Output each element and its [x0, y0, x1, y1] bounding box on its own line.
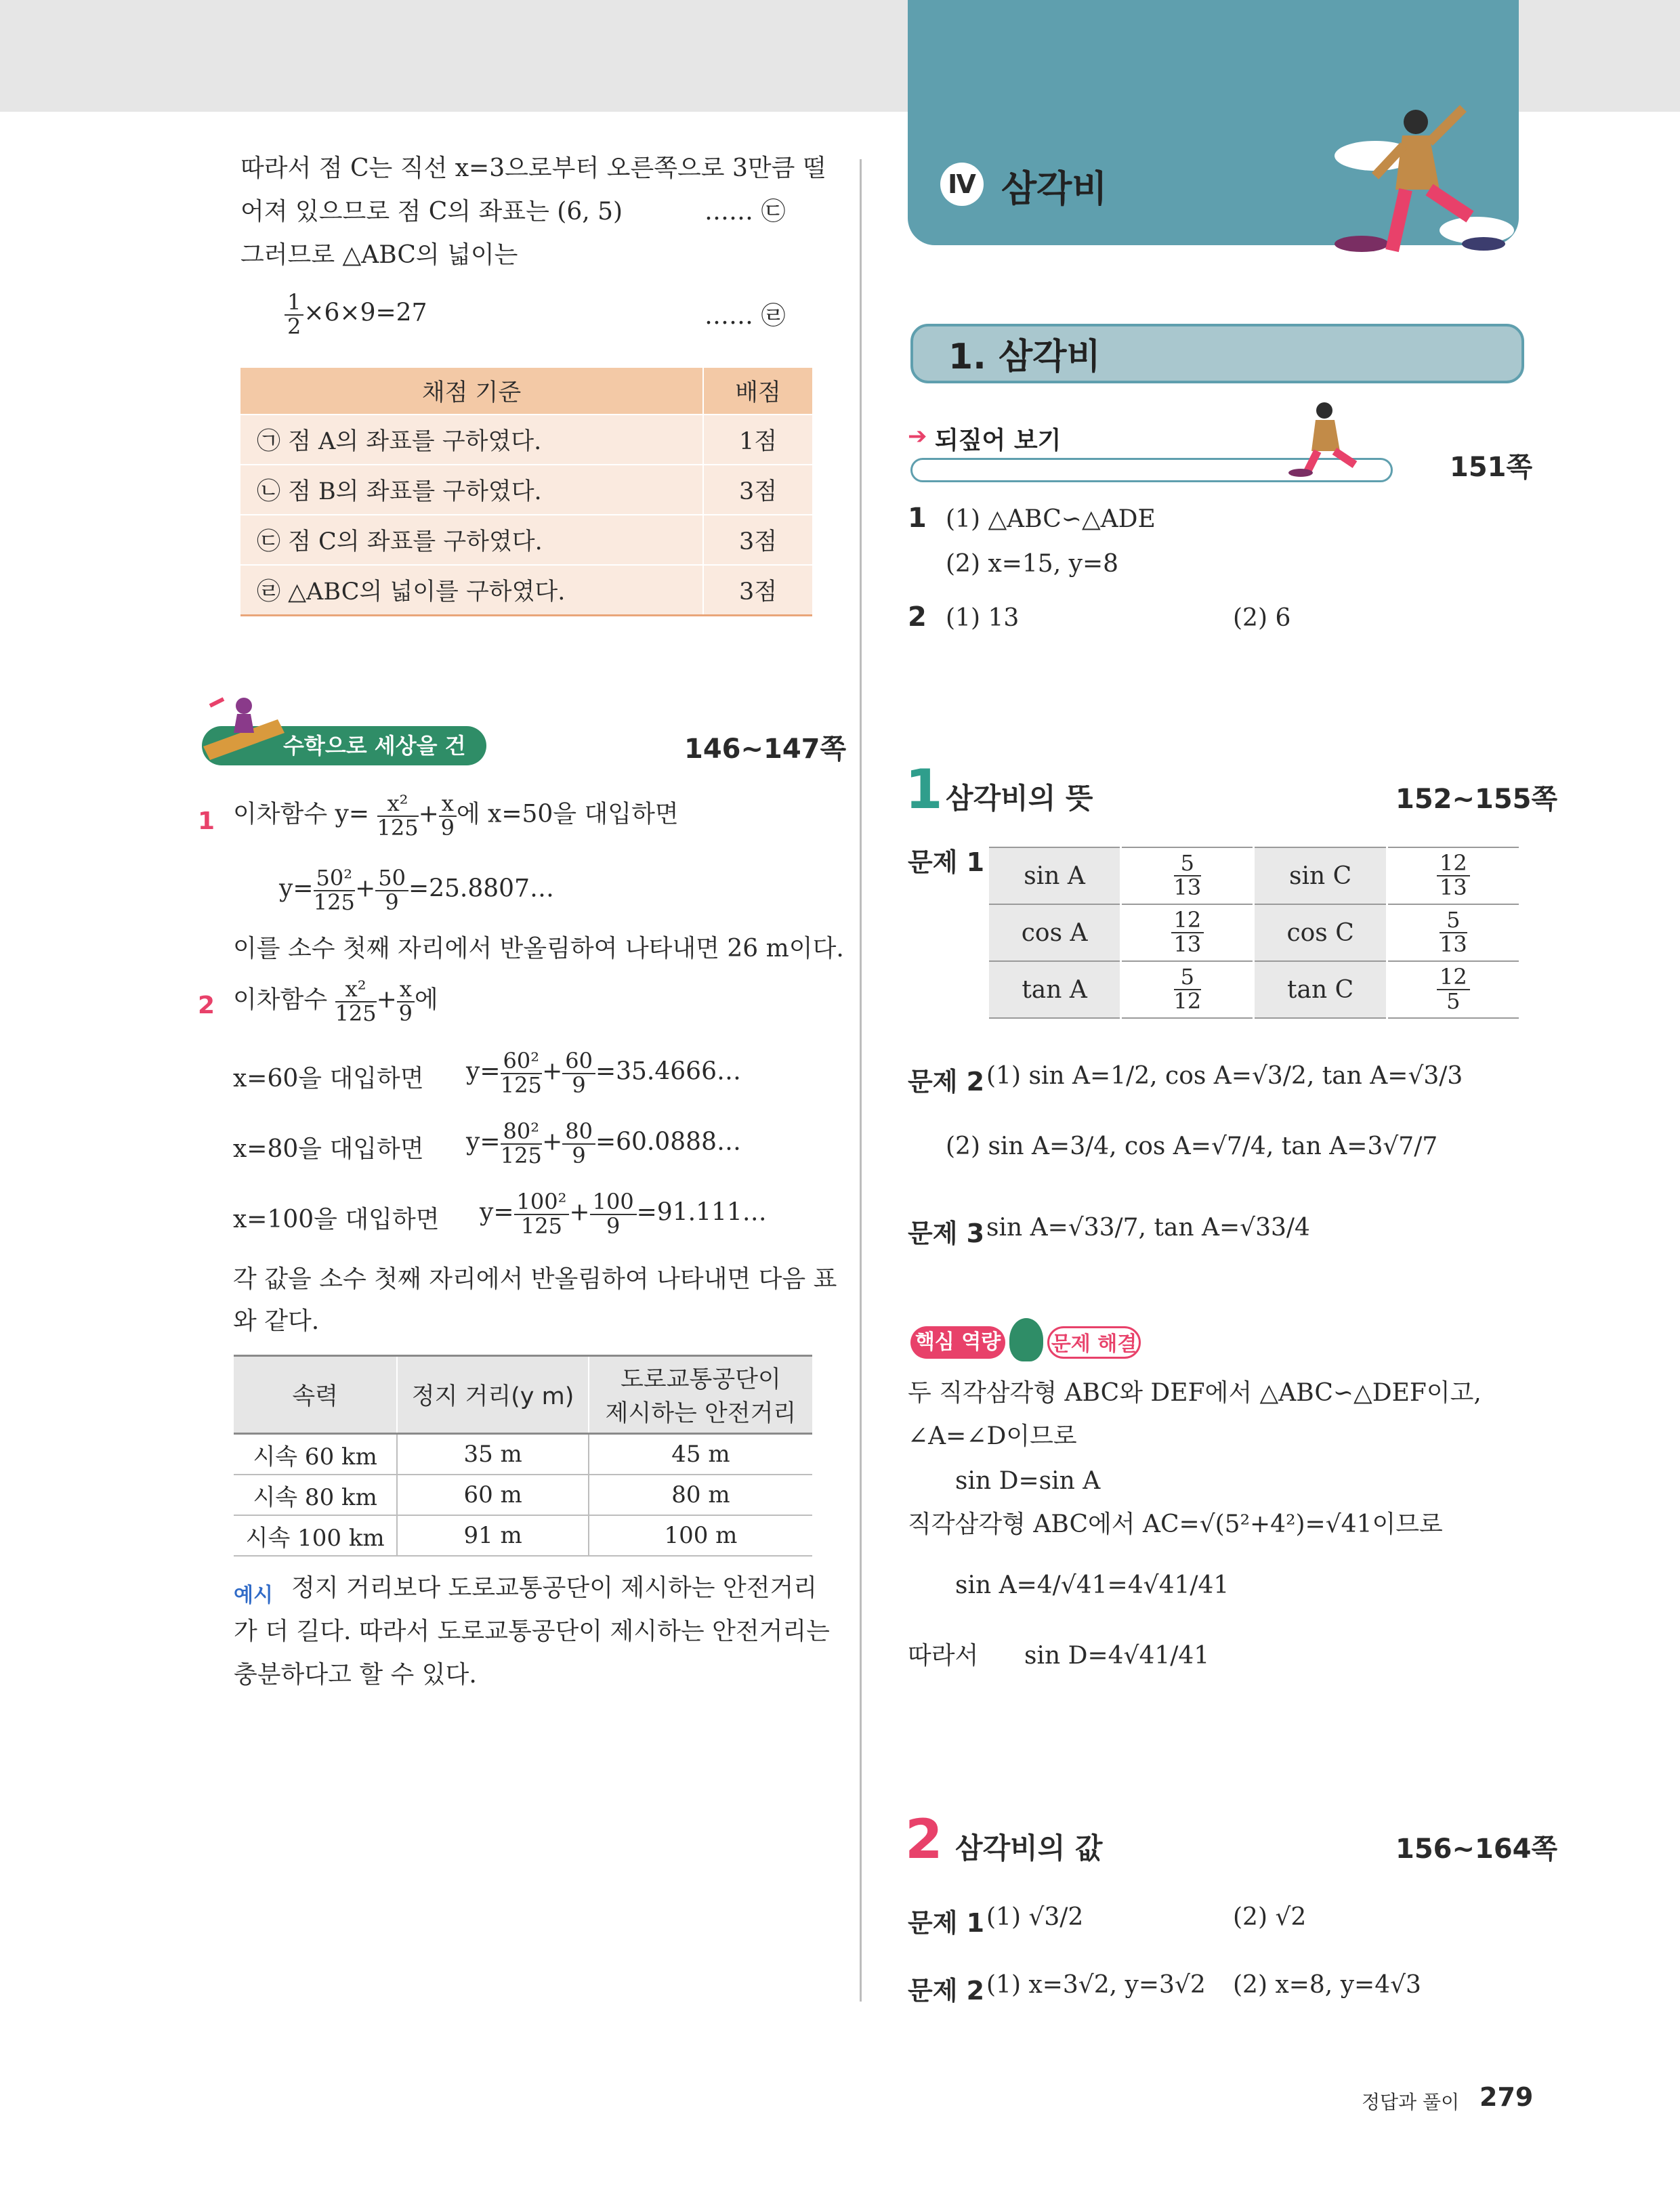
grading-criterion: ㉣ △ABC의 넓이를 구하였다.: [240, 565, 703, 616]
trig-label: tan A: [989, 961, 1121, 1018]
area-expression: $\frac{1}{2}$ ×6×9=27: [285, 291, 427, 338]
question-3-line: sin A=√33/7, tan A=√33/4: [986, 1214, 1310, 1242]
trig-value: $\frac{12}{13}$: [1387, 847, 1519, 904]
core-line-5: sin A=4/√41=4√41/41: [955, 1571, 1230, 1599]
speed-header-speed: 속력: [234, 1356, 397, 1434]
review-2-a: (1) 13: [946, 604, 1020, 632]
core-line-6b: sin D=4√41/41: [1024, 1642, 1210, 1670]
table-row: [240, 565, 812, 616]
dancer-illustration: [1328, 95, 1517, 284]
owl-icon: [1009, 1318, 1043, 1361]
table-row: [240, 415, 812, 465]
grading-score: 3점: [703, 515, 812, 565]
intro-mark-2: …… ㉣: [705, 302, 786, 330]
question-2-line-1: (1) sin A=1/2, cos A=√3/2, tan A=√3/3: [986, 1062, 1463, 1090]
intro-line-3: 그러므로 △ABC의 넓이는: [240, 241, 518, 269]
safe-cell: 45 m: [589, 1434, 812, 1475]
grading-criterion: ㉡ 점 B의 좌표를 구하였다.: [240, 465, 703, 515]
unit-1-number: 1: [905, 758, 943, 821]
question-2-label: 문제 2: [908, 1067, 985, 1097]
review-2-b: (2) 6: [1233, 604, 1291, 632]
speed-cell: 시속 60 km: [234, 1434, 397, 1475]
round-line-1: 각 값을 소수 첫째 자리에서 반올림하여 나타내면 다음 표: [233, 1265, 837, 1293]
review-2-number: 2: [908, 601, 927, 633]
speed-table: [234, 1355, 812, 1557]
trig-value: $\frac{5}{13}$: [1121, 847, 1254, 904]
speed-header-safe: 도로교통공단이 제시하는 안전거리: [589, 1356, 812, 1434]
review-1-b: (2) x=15, y=8: [946, 550, 1119, 578]
example-line-1: 정지 거리보다 도로교통공단이 제시하는 안전거리: [291, 1574, 818, 1602]
trig-table: [989, 847, 1519, 1019]
grading-criterion: ㉢ 점 C의 좌표를 구하였다.: [240, 515, 703, 565]
problem-1-conclusion: 이를 소수 첫째 자리에서 반올림하여 나타내면 26 m이다.: [233, 935, 844, 962]
problem-1-calc: y= $\frac{\text{50²}}{125}$ + $\frac{50}{9}$ =25.8807…: [279, 865, 554, 915]
result-60: y= $\frac{\text{60²}}{125}$ + $\frac{60}{9}$ =35.4666…: [466, 1048, 741, 1098]
unit-2-title: 삼각비의 값: [955, 1832, 1103, 1865]
core-line-1: 두 직각삼각형 ABC와 DEF에서 △ABC∽△DEF이고,: [908, 1379, 1482, 1407]
table-row: [240, 465, 812, 515]
page-number: 279: [1479, 2082, 1534, 2112]
grading-header-criteria: 채점 기준: [240, 368, 703, 415]
review-1-number: 1: [908, 503, 927, 534]
speed-cell: 시속 100 km: [234, 1515, 397, 1556]
grading-criterion: ㉠ 점 A의 좌표를 구하였다.: [240, 415, 703, 465]
unit-2-question-1-a: (1) √3/2: [986, 1903, 1084, 1931]
review-title: 되짚어 보기: [935, 427, 1062, 454]
grading-score: 3점: [703, 565, 812, 616]
trig-label: sin C: [1254, 847, 1387, 904]
stop-cell: 91 m: [397, 1515, 589, 1556]
trig-label: cos A: [989, 904, 1121, 961]
chapter-numeral: Ⅳ: [940, 163, 984, 206]
core-label: 핵심 역량: [910, 1326, 1005, 1359]
table-row: [989, 847, 1519, 904]
unit-2-question-2-b: (2) x=8, y=4√3: [1233, 1971, 1421, 1999]
footer-label: 정답과 풀이: [1362, 2091, 1460, 2113]
substitute-60: x=60을 대입하면: [233, 1065, 424, 1093]
table-row: [989, 904, 1519, 961]
unit-2-pages: 156~164쪽: [1395, 1834, 1558, 1865]
table-row: [234, 1515, 812, 1556]
grading-table: [240, 368, 812, 616]
core-line-2: ∠A=∠D이므로: [908, 1422, 1077, 1450]
core-line-6a: 따라서: [908, 1642, 979, 1670]
problem-1-number: 1: [198, 807, 215, 835]
section-title: 1. 삼각비: [948, 337, 1101, 377]
review-1-a: (1) △ABC∽△ADE: [946, 505, 1156, 533]
example-label: 예시: [234, 1584, 273, 1607]
speed-cell: 시속 80 km: [234, 1475, 397, 1515]
column-divider: [860, 159, 862, 2002]
trig-value: $\frac{5}{12}$: [1121, 961, 1254, 1018]
trig-label: cos C: [1254, 904, 1387, 961]
problem-1-line: 이차함수 y= $\frac{\text{x²}}{125}$ + $\frac{x}{9}$ 에 x=50을 대입하면: [233, 790, 679, 841]
trig-value: $\frac{5}{13}$: [1387, 904, 1519, 961]
table-row: [234, 1434, 812, 1475]
unit-1-pages: 152~155쪽: [1395, 784, 1558, 815]
area-fraction: $\frac{1}{2}$: [285, 291, 303, 338]
result-80: y= $\frac{\text{80²}}{125}$ + $\frac{80}{9}$ =60.0888…: [466, 1118, 741, 1168]
review-dancer-icon: [1287, 397, 1362, 478]
review-page: 151쪽: [1450, 452, 1533, 483]
stop-cell: 35 m: [397, 1434, 589, 1475]
safe-cell: 80 m: [589, 1475, 812, 1515]
trig-value: $\frac{12}{5}$: [1387, 961, 1519, 1018]
stop-cell: 60 m: [397, 1475, 589, 1515]
core-line-3: sin D=sin A: [955, 1467, 1101, 1495]
core-line-4: 직각삼각형 ABC에서 AC=√(5²+4²)=√41이므로: [908, 1510, 1443, 1538]
trig-label: tan C: [1254, 961, 1387, 1018]
safe-cell: 100 m: [589, 1515, 812, 1556]
grading-score: 1점: [703, 415, 812, 465]
question-1-label: 문제 1: [908, 847, 985, 877]
table-row: [234, 1475, 812, 1515]
unit-2-question-2-label: 문제 2: [908, 1976, 985, 2006]
review-arrow-icon: ➔: [908, 423, 927, 450]
speed-header-stop: 정지 거리(y m): [397, 1356, 589, 1434]
chapter-title: 삼각비: [1001, 167, 1108, 210]
substitute-80: x=80을 대입하면: [233, 1135, 424, 1163]
intro-mark-1: …… ㉢: [705, 198, 786, 226]
grading-header-score: 배점: [703, 368, 812, 415]
problem-2-number: 2: [198, 992, 215, 1019]
problem-2-line: 이차함수 $\frac{\text{x²}}{125}$ + $\frac{x}{9}$ 에: [233, 976, 438, 1026]
raft-illustration: [203, 692, 285, 767]
table-row: [989, 961, 1519, 1018]
world-pages: 146~147쪽: [684, 734, 847, 765]
unit-2-question-1-label: 문제 1: [908, 1908, 985, 1938]
trig-label: sin A: [989, 847, 1121, 904]
example-line-2: 가 더 길다. 따라서 도로교통공단이 제시하는 안전거리는: [234, 1617, 830, 1645]
grading-score: 3점: [703, 465, 812, 515]
unit-2-question-2-a: (1) x=3√2, y=3√2: [986, 1971, 1206, 1999]
unit-2-number: 2: [905, 1808, 943, 1871]
substitute-100: x=100을 대입하면: [233, 1206, 440, 1233]
trig-value: $\frac{12}{13}$: [1121, 904, 1254, 961]
question-3-label: 문제 3: [908, 1219, 985, 1248]
unit-1-title: 삼각비의 뜻: [946, 782, 1093, 815]
round-line-2: 와 같다.: [233, 1307, 320, 1335]
table-row: [240, 515, 812, 565]
core-tag: 문제 해결: [1047, 1326, 1141, 1359]
example-line-3: 충분하다고 할 수 있다.: [234, 1661, 477, 1689]
intro-line-2: 어져 있으므로 점 C의 좌표는 (6, 5): [240, 198, 623, 226]
world-banner: 수학으로 세상을 건너다: [202, 726, 486, 765]
question-2-line-2: (2) sin A=3/4, cos A=√7/4, tan A=3√7/7: [946, 1133, 1438, 1160]
unit-2-question-1-b: (2) √2: [1233, 1903, 1307, 1931]
result-100: y= $\frac{\text{100²}}{125}$ + $\frac{100}{9}$ =91.111…: [480, 1189, 767, 1239]
intro-line-1: 따라서 점 C는 직선 x=3으로부터 오른쪽으로 3만큼 떨: [240, 154, 826, 182]
